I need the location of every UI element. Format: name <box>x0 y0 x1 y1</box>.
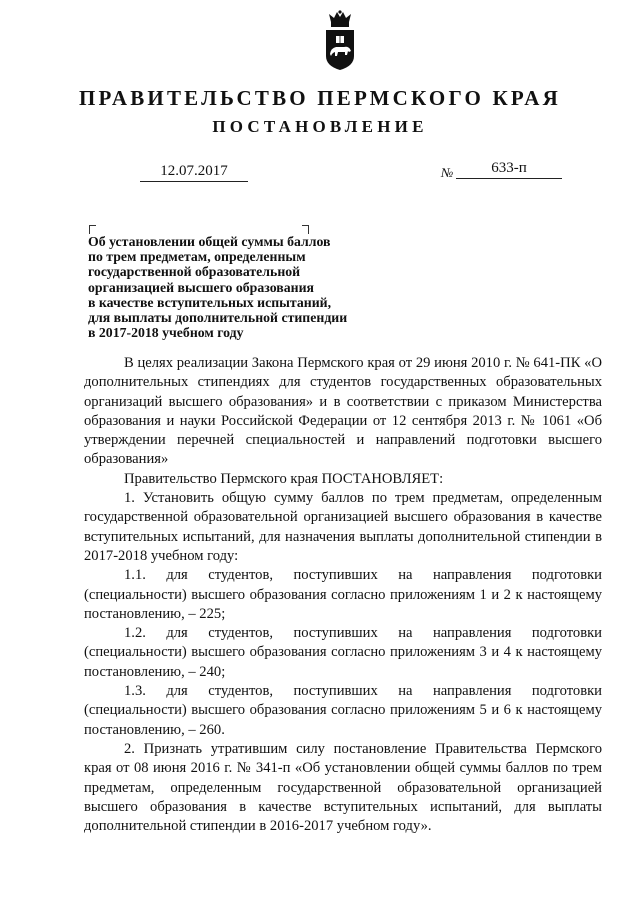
clause-2: 2. Признать утратившим силу постановление Правительства Пермского края от 08 июня 2016 г. № 341-п «Об установлении общей суммы баллов по трем предметам, определенным государственной образовательной организацией высшего образования в качестве вступительных испытаний, для выплаты дополнительной стипендии в 2016-2017 учебном году». <box>84 740 602 835</box>
perm-krai-coat-of-arms-icon <box>322 10 358 72</box>
document-subject <box>88 234 388 340</box>
document-type: ПОСТАНОВЛЕНИЕ <box>212 117 428 136</box>
subject-corner-right <box>302 225 309 234</box>
clause-1-1: 1.1. для студентов, поступивших на направления подготовки (специальности) высшего образования согласно приложениям 1 и 2 к настоящему постановлению, – 225; <box>84 567 602 622</box>
clause-1-2: 1.2. для студентов, поступивших на направления подготовки (специальности) высшего образования согласно приложениям 3 и 4 к настоящему постановлению, – 240; <box>84 625 602 680</box>
document-date: 12.07.2017 <box>140 163 248 182</box>
subject-line: организацией высшего образования <box>88 279 314 295</box>
clause-1: 1. Установить общую сумму баллов по трем предметам, определенным государственной образовательной организацией высшего образования в качестве вступительных испытаний, для назначения выплаты дополнительной стипендии в 2017-2018 учебном году: <box>84 490 602 564</box>
subject-line: Об установлении общей суммы баллов <box>88 234 331 249</box>
clause-1-3: 1.3. для студентов, поступивших на направления подготовки (специальности) высшего образования согласно приложениям 5 и 6 к настоящему постановлению, – 260. <box>84 683 602 738</box>
preamble-paragraph: В целях реализации Закона Пермского края от 29 июня 2010 г. № 641-ПК «О дополнительных стипендиях для студентов государственных образовательных организаций высшего образования» и в соответствии с приказом Министерства образования и науки Российской Федерации от 12 сентября 2013 г. № 1061 «Об утверждении перечней специальностей и направлений подготовки высшего образования» <box>84 355 602 468</box>
subject-line: государственной образовательной <box>88 264 301 280</box>
subject-line: в 2017-2018 учебном году <box>88 325 244 341</box>
government-title: ПРАВИТЕЛЬСТВО ПЕРМСКОГО КРАЯ <box>78 86 561 110</box>
subject-line: в качестве вступительных испытаний, <box>88 294 332 310</box>
subject-corner-left <box>89 225 96 234</box>
document-body <box>84 354 602 836</box>
subject-line: по трем предметам, определенным <box>88 249 306 265</box>
document-number: 633-п <box>456 160 562 179</box>
subject-line: для выплаты дополнительной стипендии <box>88 310 348 326</box>
resolution-statement: Правительство Пермского края ПОСТАНОВЛЯЕТ: <box>124 470 444 487</box>
number-sign: № <box>441 165 454 180</box>
